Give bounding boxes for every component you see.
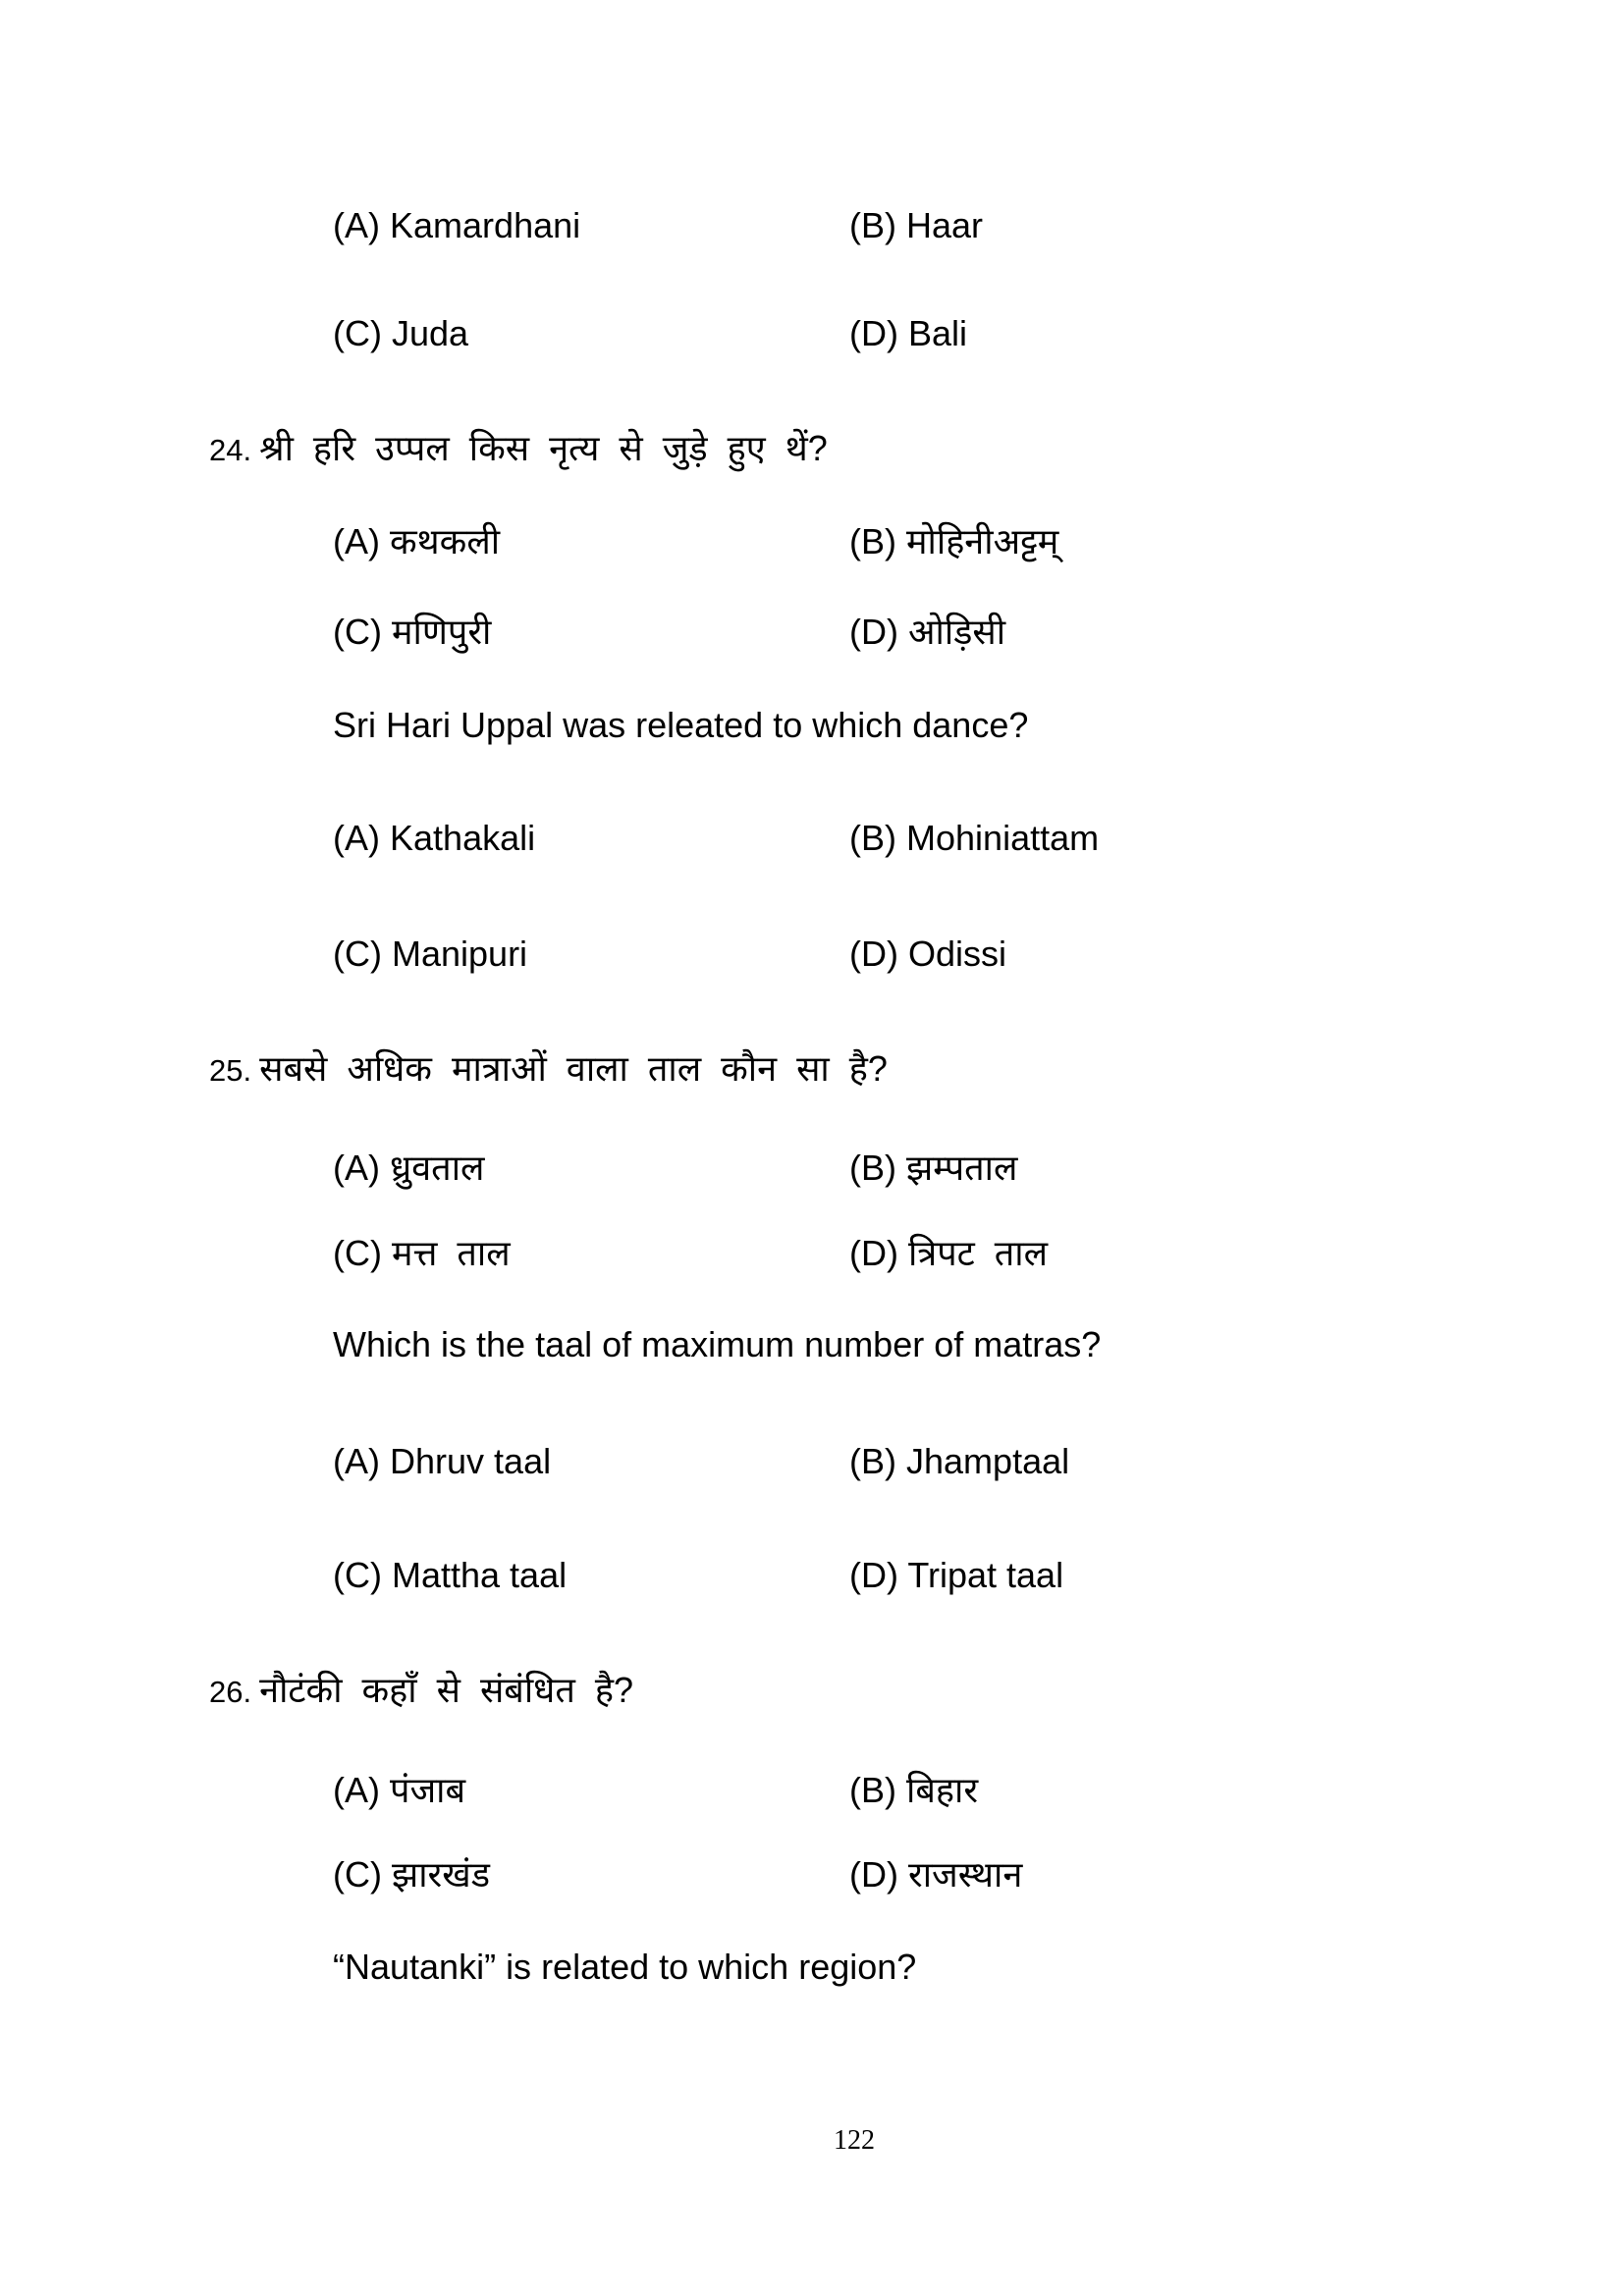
option-label: (C) bbox=[333, 1233, 382, 1273]
q24-option-a-hindi bbox=[333, 521, 501, 561]
option-label: (A) bbox=[333, 818, 380, 858]
q25-question-english: Which is the taal of maximum number of matras? bbox=[333, 1324, 1102, 1364]
option-text: Kathakali bbox=[390, 818, 536, 858]
q23-option-b bbox=[849, 205, 984, 245]
option-text: पंजाब bbox=[390, 1770, 466, 1810]
q24-question-hindi bbox=[209, 428, 828, 468]
option-text: मणिपुरी bbox=[392, 612, 492, 652]
option-text: Juda bbox=[392, 313, 469, 353]
option-label: (D) bbox=[849, 934, 898, 974]
option-text: राजस्थान bbox=[908, 1854, 1023, 1895]
option-label: (A) bbox=[333, 1770, 380, 1810]
question-number: 26. bbox=[209, 1675, 252, 1709]
option-text: कथकली bbox=[390, 521, 501, 561]
q25-option-c bbox=[333, 1555, 568, 1595]
option-text: Dhruv taal bbox=[390, 1441, 552, 1481]
q26-option-d-hindi bbox=[849, 1854, 1023, 1895]
option-text: Tripat taal bbox=[907, 1555, 1064, 1595]
option-text: Manipuri bbox=[392, 934, 528, 974]
q24-question-english: Sri Hari Uppal was releated to which dance? bbox=[333, 705, 1029, 745]
q23-option-c bbox=[333, 313, 469, 353]
q25-option-d bbox=[849, 1555, 1064, 1595]
option-label: (A) bbox=[333, 1148, 380, 1188]
option-text: झम्पताल bbox=[906, 1148, 1018, 1188]
q25-option-b-hindi bbox=[849, 1150, 1017, 1186]
option-label: (D) bbox=[849, 1555, 898, 1595]
question-number: 24. bbox=[209, 433, 252, 467]
option-label: (C) bbox=[333, 313, 382, 353]
page-number: 122 bbox=[834, 2125, 875, 2156]
option-text: Mohiniattam bbox=[906, 818, 1100, 858]
option-label: (B) bbox=[849, 205, 896, 245]
option-label: (A) bbox=[333, 205, 380, 245]
q24-option-b-hindi bbox=[849, 521, 1059, 561]
option-text: Mattha taal bbox=[392, 1555, 568, 1595]
option-label: (C) bbox=[333, 1555, 382, 1595]
question-text-hindi: नौटंकी कहाँ से संबंधित है? bbox=[259, 1670, 633, 1710]
option-text: ओड़िसी bbox=[908, 612, 1006, 652]
option-text: बिहार bbox=[906, 1770, 979, 1810]
q25-option-c-hindi bbox=[333, 1233, 511, 1273]
option-text: झारखंड bbox=[392, 1854, 490, 1895]
option-text: Kamardhani bbox=[390, 205, 581, 245]
option-label: (D) bbox=[849, 612, 898, 652]
q25-option-d-hindi bbox=[849, 1233, 1049, 1273]
option-text: मत्त ताल bbox=[392, 1233, 511, 1273]
option-text: Bali bbox=[908, 313, 968, 353]
q24-option-c bbox=[333, 936, 527, 972]
q23-option-d bbox=[849, 313, 968, 353]
q23-option-a bbox=[333, 205, 581, 245]
q24-option-b bbox=[849, 818, 1100, 858]
q26-question-hindi bbox=[209, 1670, 633, 1710]
q24-option-d-hindi bbox=[849, 614, 1005, 650]
option-label: (B) bbox=[849, 1148, 896, 1188]
option-text: ध्रुवताल bbox=[390, 1148, 485, 1188]
q26-question-english: “Nautanki” is related to which region? bbox=[333, 1947, 917, 1987]
q25-option-b bbox=[849, 1441, 1070, 1481]
q26-option-a-hindi bbox=[333, 1770, 466, 1810]
option-label: (C) bbox=[333, 612, 382, 652]
option-text: त्रिपट ताल bbox=[908, 1233, 1049, 1273]
q25-option-a bbox=[333, 1441, 552, 1481]
option-text: Odissi bbox=[908, 934, 1007, 974]
question-number: 25. bbox=[209, 1053, 252, 1088]
option-label: (C) bbox=[333, 1854, 382, 1895]
q25-question-hindi bbox=[209, 1048, 888, 1089]
option-text: Jhamptaal bbox=[906, 1441, 1070, 1481]
option-label: (A) bbox=[333, 1441, 380, 1481]
question-text-hindi: श्री हरि उप्पल किस नृत्य से जुड़े हुए थें? bbox=[259, 428, 828, 468]
option-label: (B) bbox=[849, 818, 896, 858]
option-label: (B) bbox=[849, 1770, 896, 1810]
q24-option-a bbox=[333, 818, 536, 858]
option-text: मोहिनीअट्टम् bbox=[906, 521, 1059, 561]
option-label: (D) bbox=[849, 1233, 898, 1273]
q25-option-a-hindi bbox=[333, 1150, 484, 1186]
question-text-hindi: सबसे अधिक मात्राओं वाला ताल कौन सा है? bbox=[259, 1048, 888, 1089]
q26-option-b-hindi bbox=[849, 1770, 979, 1810]
option-text: Haar bbox=[906, 205, 984, 245]
option-label: (B) bbox=[849, 1441, 896, 1481]
option-label: (A) bbox=[333, 521, 380, 561]
option-label: (D) bbox=[849, 1854, 898, 1895]
option-label: (C) bbox=[333, 934, 382, 974]
q24-option-d bbox=[849, 936, 1006, 972]
option-label: (D) bbox=[849, 313, 898, 353]
q26-option-c-hindi bbox=[333, 1854, 490, 1895]
q24-option-c-hindi bbox=[333, 614, 491, 650]
option-label: (B) bbox=[849, 521, 896, 561]
